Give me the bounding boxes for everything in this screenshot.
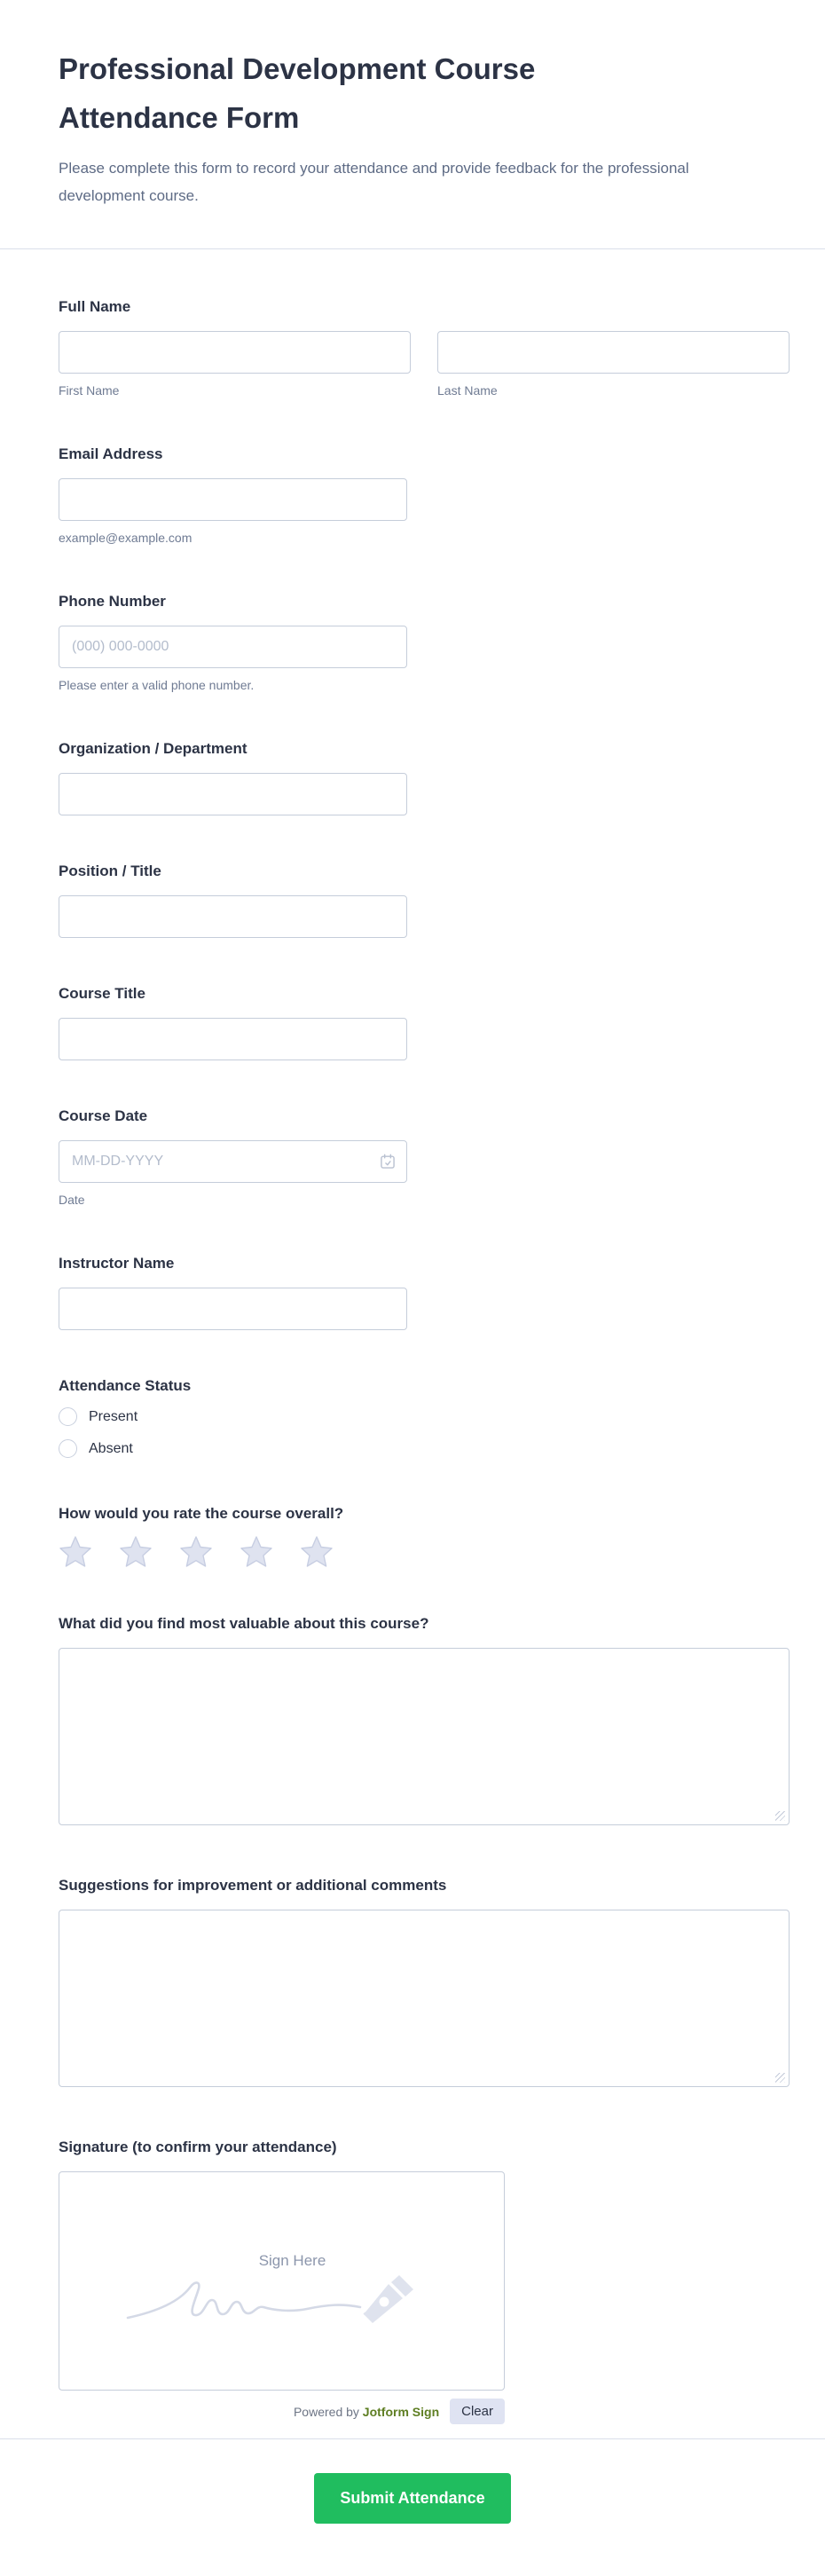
form-header: [0, 0, 825, 249]
field-course-rating: [59, 1504, 790, 1568]
field-most-valuable: [59, 1614, 790, 1830]
course-date-input[interactable]: [59, 1140, 407, 1183]
attendance-label: Attendance Status: [59, 1377, 192, 1394]
field-phone: [59, 592, 790, 693]
full-name-label: Full Name: [59, 298, 131, 315]
star-icon[interactable]: [300, 1535, 334, 1568]
most-valuable-label: What did you find most valuable about this course?: [59, 1615, 429, 1632]
course-date-label: Course Date: [59, 1107, 148, 1124]
radio-icon[interactable]: [59, 1439, 77, 1458]
organization-label: Organization / Department: [59, 740, 248, 757]
signature-clear-button[interactable]: Clear: [450, 2399, 505, 2424]
most-valuable-textarea[interactable]: [59, 1648, 790, 1825]
signature-doodle-pen-icon: [122, 2272, 442, 2328]
last-name-input[interactable]: [437, 331, 790, 374]
course-date-sublabel: Date: [59, 1193, 85, 1207]
calendar-check-icon[interactable]: [379, 1153, 397, 1170]
star-rating: [59, 1535, 790, 1568]
field-course-date: [59, 1107, 790, 1208]
field-course-title: [59, 984, 790, 1060]
first-name-input[interactable]: [59, 331, 411, 374]
field-instructor: [59, 1254, 790, 1330]
last-name-sublabel: Last Name: [437, 383, 498, 398]
attendance-option-label: Present: [89, 1408, 138, 1424]
field-signature: [59, 2138, 790, 2424]
powered-by-text: Powered by Jotform Sign: [293, 2404, 440, 2419]
position-label: Position / Title: [59, 863, 161, 879]
form-body: [0, 249, 825, 2438]
radio-icon[interactable]: [59, 1407, 77, 1426]
first-name-sublabel: First Name: [59, 383, 120, 398]
field-position: [59, 862, 790, 938]
rating-label: How would you rate the course overall?: [59, 1505, 344, 1522]
signature-label: Signature (to confirm your attendance): [59, 2139, 337, 2155]
field-organization: [59, 739, 790, 815]
email-input[interactable]: [59, 478, 407, 521]
page-title: Professional Development Course Attendance Form: [59, 52, 536, 134]
phone-helper: Please enter a valid phone number.: [59, 678, 255, 692]
signature-pad[interactable]: [59, 2171, 505, 2391]
star-icon[interactable]: [59, 1535, 92, 1568]
page-subtitle: Please complete this form to record your attendance and provide feedback for the professional development course.: [59, 160, 689, 204]
star-icon[interactable]: [179, 1535, 213, 1568]
course-title-label: Course Title: [59, 985, 145, 1002]
course-title-input[interactable]: [59, 1018, 407, 1060]
star-icon[interactable]: [119, 1535, 153, 1568]
email-label: Email Address: [59, 445, 163, 462]
submit-button[interactable]: Submit Attendance: [314, 2473, 511, 2524]
phone-input[interactable]: [59, 626, 407, 668]
star-icon[interactable]: [240, 1535, 273, 1568]
instructor-label: Instructor Name: [59, 1255, 175, 1272]
phone-label: Phone Number: [59, 593, 166, 610]
suggestions-label: Suggestions for improvement or additional comments: [59, 1877, 447, 1894]
attendance-option-absent[interactable]: [59, 1439, 790, 1458]
field-full-name: [59, 297, 790, 398]
position-input[interactable]: [59, 895, 407, 938]
attendance-option-label: Absent: [89, 1440, 133, 1456]
email-sublabel: example@example.com: [59, 531, 192, 545]
field-suggestions: [59, 1876, 790, 2092]
suggestions-textarea[interactable]: [59, 1910, 790, 2087]
attendance-option-present[interactable]: [59, 1407, 790, 1426]
field-attendance-status: [59, 1376, 790, 1458]
instructor-input[interactable]: [59, 1288, 407, 1330]
form-footer: [0, 2438, 825, 2572]
organization-input[interactable]: [59, 773, 407, 815]
jotform-sign-brand: Jotform Sign: [362, 2404, 440, 2419]
field-email: [59, 445, 790, 546]
sign-here-text: Sign Here: [258, 2252, 326, 2269]
